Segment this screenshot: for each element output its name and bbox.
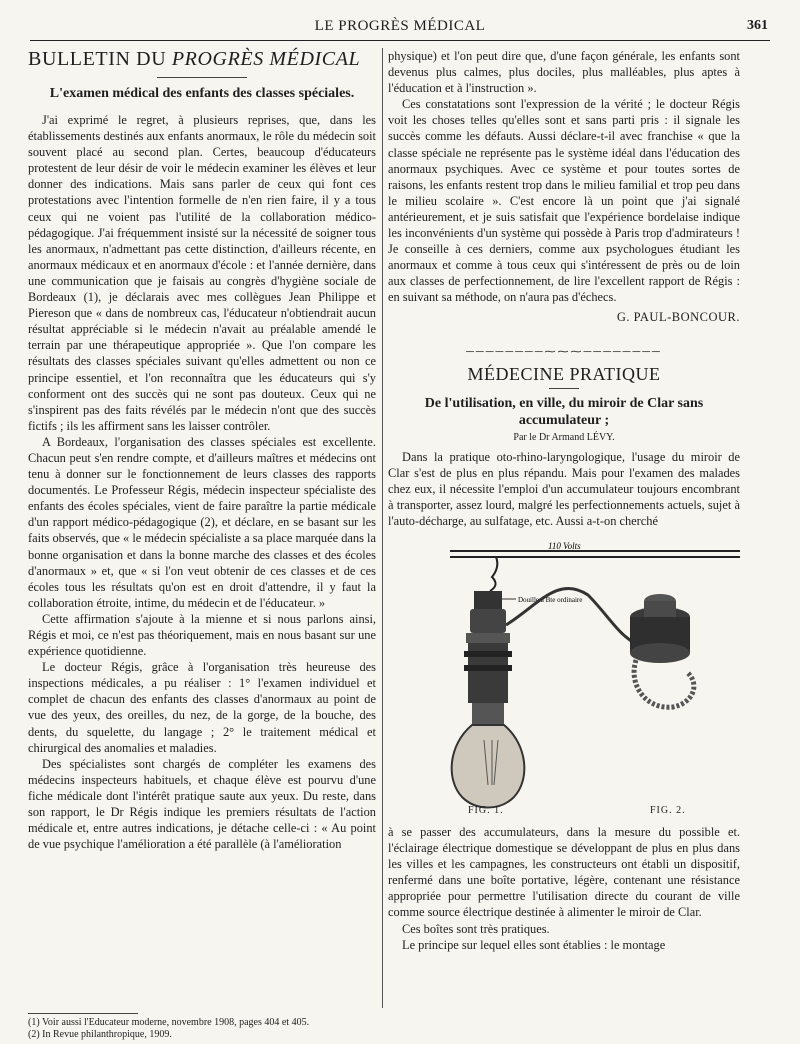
bulletin-title [28,48,376,71]
article-title: De l'utilisation, en ville, du miroir de Clar sans accumulateur ; [424,395,704,428]
fig1-caption: FIG. 1. [468,804,504,816]
article-heading: L'examen médical des enfants des classes spéciales. [49,86,355,101]
body-paragraph: Ces boîtes sont très pratiques. [402,921,550,936]
footnote: (1) Voir aussi l'Educateur moderne, novembre 1908, pages 404 et 405. [28,1017,310,1028]
signature: G. PAUL-BONCOUR. [616,309,740,324]
body-paragraph: Dans la pratique oto-rhino-laryngologique, l'usage du miroir de Clar s'est de plus en plus répandu. Mais pour l'examen des malades chez eux, il nécessite l'emploi d'un accumulateur toujours encombrant à transporter, assez lourd, malgré les perfectionnements actuels, sujet à l'auto-décharge, au sulfatage, etc. Aussi a-t-on cherché [388,449,740,528]
journal-title: LE PROGRÈS MÉDICAL [314,18,486,34]
figure-illustration [388,535,740,820]
ornament-divider: ────────⁓⁓⁓──────── [466,345,662,358]
wire-label: 110 Volts [548,540,581,551]
bulletin-title-italic: PROGRÈS MÉDICAL [171,48,361,70]
body-paragraph: Le docteur Régis, grâce à l'organisation très heureuse des inspections médicales, a pu réaliser : 1° l'examen individuel et complet de chacun des enfants des classes d'anormaux au point de vue des yeux, des oreilles, du nez, de la gorge, de la bouche, des dents, du squelette, du langage ; 2° le traitement médical et chirurgical des anomalies et maladies. [28,660,376,755]
footnote: (2) In Revue philanthropique, 1909. [28,1029,172,1040]
running-header [30,18,770,41]
left-column [28,48,376,852]
body-paragraph: à se passer des accumulateurs, dans la mesure du possible et. l'éclairage électrique domestique se développant de plus en plus dans les villes et les campagnes, les constructeurs ont établi un dispositif, renfermé dans une boîte portative, légère, contenant une résistance appropriée pour permettre l'utilisation directe du courant de ville comme source électrique destinée à alimenter le miroir de Clar. [388,824,740,920]
section-rule [549,388,579,389]
body-paragraph: physique) et l'on peut dire que, d'une façon générale, les enfants sont devenus plus calmes, plus dociles, plus malléables, plus aptes à l'éducation et à l'instruction ». [388,49,740,96]
body-paragraph: A Bordeaux, l'organisation des classes spéciales est excellente. Chacun peut s'en rendre compte, et d'ailleurs maîtres et médecins ont tenu à donner sur le fonctionnement de leurs classes des rapports documentés. Le Professeur Régis, médecin inspecteur spécialiste des enfants des écoles spéciales, vient de faire paraître la partie médicale d'un rapport médico-pédagogique (2), et déclare, en se basant sur les faits observés, que « le médecin spécialiste a sa place marquée dans la bonne organisation et dans la bonne marche des classes et des écoles d'anormaux » et, que « si l'on veut obtenir de ces classes et de ces écoles tous les résultats qu'on est en droit d'attendre, il y faut la collaboration étroite, intime, du médecin et de l'éducateur. » [28,434,376,610]
title-rule [157,77,247,78]
byline: Par le Dr Armand LÉVY. [513,431,615,443]
footnotes [28,1013,376,1041]
column-divider [382,48,383,1008]
page-number: 361 [747,18,768,33]
body-paragraph: Des spécialistes sont chargés de compléter les examens des médecins inspecteurs habituels, et chaque élève est pourvu d'une fiche médicale dont l'intérêt pratique saute aux yeux. Du reste, dans son rapport, le Dr Régis indique les premiers résultats de l'action médicale et, entre autres indications, je détache celle-ci : « Au point de vue psychique l'amélioration a été parallèle (à l'amélioration [28,756,376,852]
body-paragraph: Cette affirmation s'ajoute à la mienne et si nous parlons ainsi, Régis et moi, ce n'est pas théoriquement, mais en nous basant sur une expérience quotidienne. [28,611,376,659]
lamp-illustration [388,535,740,820]
right-column [388,48,740,953]
body-paragraph: Ces constatations sont l'expression de la vérité ; le docteur Régis voit les choses telles qu'elles sont et sans parti pris : il signale les succès comme les défauts. Aussi déclare-t-il avec franchise « que la classe spéciale ne représente pas le système idéal dans l'éducation des anormaux psychiques. Avec ce système et pour toutes sortes de raisons, les enfants restent trop dans le milieu familial et trop peu dans le milieu scolaire ». C'est encore là un point que j'ai signalé antérieurement, et je suis satisfait que l'expérience bordelaise indique les inconvénients d'un système qui possède à Paris trop d'admirateurs ! Je conseille à ces derniers, comme aux psychologues étudiant les anormaux et comme à tous ceux qui s'intéressent de près ou de loin aux classes de perfectionnement, de lire l'excellent rapport de Régis : en suivant sa méthode, on n'aura pas d'échecs. [388,97,740,305]
body-paragraph: J'ai exprimé le regret, à plusieurs reprises, que, dans les établissements destinés aux enfants anormaux, le rôle du médecin soit souvent placé au second plan. Certes, beaucoup d'éducateurs protestent de leur désir de voir le médecin examiner les élèves et leur donner des indications. Mais sans parler de ceux qui font ces protestations avec l'intention formelle de n'en rien faire, il y a tous ceux qui ne voient pas l'utilité de la collaboration médico-pédagogique. J'ai fréquemment insisté sur la nécessité de soigner tous les anormaux, n'admettant pas cette distinction, d'ailleurs récente, en anormaux médicaux et en anormaux d'école : et l'année dernière, dans une communication que je faisais au congrès d'hygiène sociale de Bordeaux (1), je déclarais avec mes collègues Jean Philippe et Piereson que « dans de nombreux cas, l'éducateur n'obtiendrait aucun résultat appréciable si le médecin n'avait au préalable amendé le terrain par une thérapeutique appropriée ». Que l'on compare les résultats des classes spéciales suivant qu'elles admettent ou non ce principe essentiel, et l'on reconnaîtra que les éducateurs qui s'y conforment ont des succès qui ne sont pas douteux. Ceux qui ne s'inspirent pas des faits révélés par le médecin n'ont que des succès fictifs ; ils les affirment sans les laisser contrôler. [28,113,376,433]
section-title: MÉDECINE PRATIQUE [467,363,661,384]
fig2-caption: FIG. 2. [650,804,686,816]
socket-label: Douille à Bte ordinaire [518,595,583,604]
body-paragraph: Le principe sur lequel elles sont établies : le montage [402,937,666,952]
footnote-rule [28,1013,138,1014]
bulletin-title-prefix: BULLETIN DU [28,48,172,70]
